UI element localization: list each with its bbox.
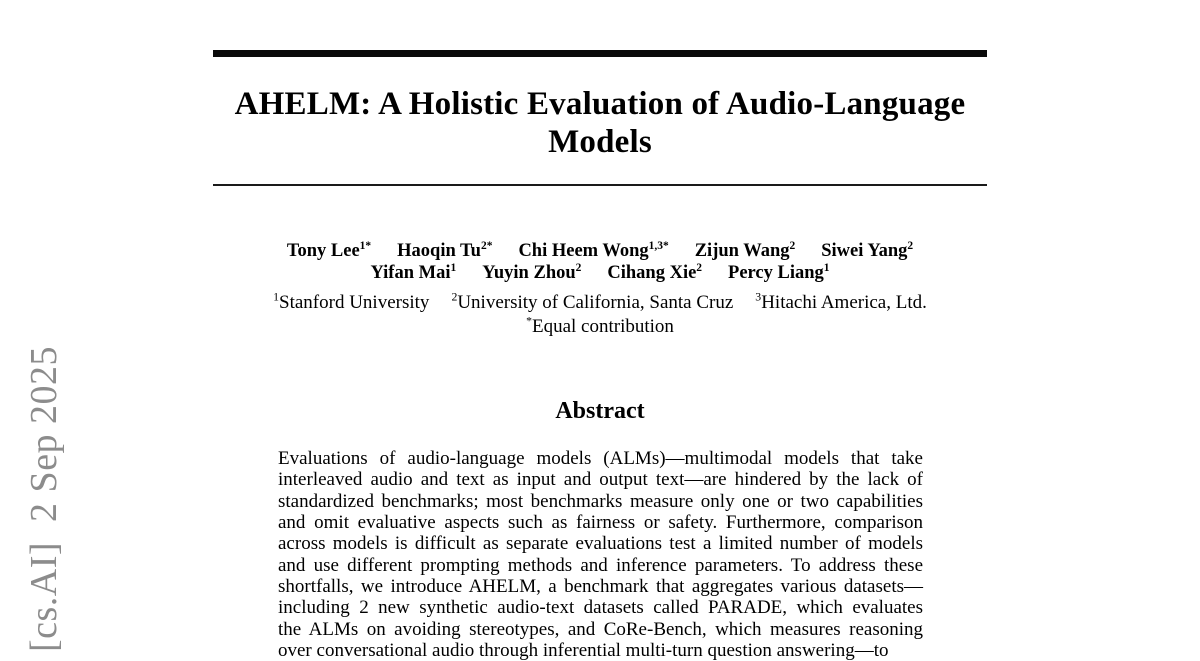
author-name: Percy Liang$^1$: [728, 261, 830, 283]
author-name: Yuyin Zhou$^2$: [482, 261, 582, 283]
author-row: [180, 240, 1020, 262]
author-name: Cihang Xie$^2$: [607, 261, 703, 283]
affiliations: [140, 291, 1060, 339]
abstract-line: shortfalls, we introduce AHELM, a benchmark that aggregates various datasets—: [278, 575, 923, 597]
arxiv-category-date-stamp: [cs.AI] 2 Sep 2025: [23, 345, 65, 652]
affiliation-line: [140, 291, 1060, 315]
abstract-line: the ALMs on avoiding stereotypes, and CoRe-Bench, which measures reasoning: [278, 618, 923, 640]
author-name: Yifan Mai$^1$: [370, 261, 457, 283]
authors-list: [180, 240, 1020, 284]
affiliation-item: $^3$Hitachi America, Ltd.: [755, 290, 927, 313]
title-rule-top: [213, 50, 987, 57]
abstract-line: and use different prompting methods and inference parameters. To address these: [278, 554, 923, 576]
author-name: Haoqin $Tu^{2*}$: [397, 239, 493, 261]
abstract-line: over conversational audio through inferential multi-turn question answering—to: [278, 639, 889, 661]
abstract-body: [278, 448, 923, 661]
affiliation-item: $^1$Stanford University: [273, 290, 430, 313]
abstract-line: standardized benchmarks; most benchmarks measure only one or two capabilities: [278, 490, 923, 512]
author-name: Zijun Wang$^2$: [694, 239, 796, 261]
paper-title-line-2: Models: [548, 124, 652, 160]
paper-title-line-1: AHELM: A Holistic Evaluation of Audio-Language: [234, 86, 966, 122]
abstract-line: and omit evaluative aspects such as fairness or safety. Furthermore, comparison: [278, 511, 923, 533]
abstract-heading: Abstract: [555, 398, 645, 424]
abstract-line: including 2 new synthetic audio-text datasets called PARADE, which evaluates: [278, 597, 923, 619]
abstract-line: across models is difficult as separate evaluations test a limited number of models: [278, 533, 923, 555]
abstract-line: interleaved audio and text as input and output text—are hindered by the lack of: [278, 469, 923, 491]
title-rule-bottom: [213, 184, 987, 186]
paper-title: [180, 85, 1020, 161]
author-name: Chi Heem Wong$^{1,3*}$: [518, 239, 669, 261]
affiliation-item: $^2$University of California, Santa Cruz: [451, 290, 734, 313]
abstract-line: Evaluations of audio-language models (ALMs)—multimodal models that take: [278, 448, 923, 469]
author-name: Tony Lee$^{1*}$: [286, 239, 372, 261]
equal-contribution-note: *Equal contribution: [526, 314, 674, 337]
author-row: [180, 262, 1020, 284]
author-name: Siwei Yang$^2$: [821, 239, 914, 261]
